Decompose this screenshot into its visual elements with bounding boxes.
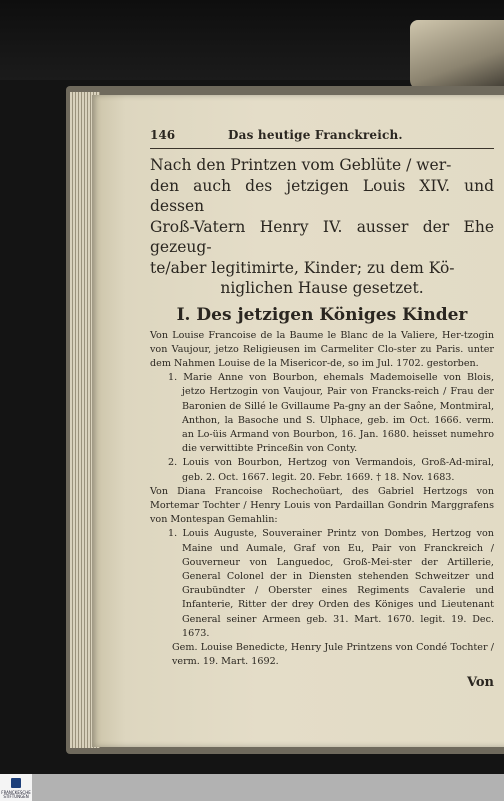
running-title: Das heutige Franckreich. [228,128,403,142]
logo-label: FRANCKESCHE STIFTUNGEN [1,790,31,799]
body-text [150,329,494,670]
page-content [150,128,494,690]
list-item: 2. Louis von Bourbon, Hertzog von Vermandois, Groß-Ad-miral, geb. 2. Oct. 1667. legit. 20. Febr. 1669. † 18. Nov. 1683. [168,457,494,483]
running-head [150,128,494,146]
section-heading: I. Des jetzigen Königes Kinder [176,304,468,325]
adjacent-book-object [410,20,504,90]
logo-icon [11,778,21,788]
intro-line: Nach den Printzen vom Geblüte / wer- [150,156,452,174]
bottom-band [0,774,504,801]
list-item: 1. Marie Anne von Bourbon, ehemals Mademoiselle von Blois, jetzo Hertzogin von Vaujour, Pair von Francks-reich / Frau der Baronien de Sillé le Gvillaume Pa-gny an der Saône, Montmiral, Anthon, la Basoche und S. Ulphace, geb. im Oct. 1666. verm. an Lo-üis Armand von Bourbon, 16. Jan. 1680. heisset numehro die verwittibte Princeßin von Conty. [168,372,494,455]
library-logo [0,774,32,801]
paragraph: Von Louise Francoise de la Baume le Blanc de la Valiere, Her-tzogin von Vaujour, jetzo Religieusen im Carmeliter Clo-ster zu Paris. unter dem Nahmen Louise de la Misericor-de, so im Jul. 1702. gestorben. [150,329,494,369]
paragraph: Von Diana Francoise Rochechoüart, des Gabriel Hertzogs von Mortemar Tochter / Henry Louis von Pardaillan Gondrin Marggrafens von Montespan Gemahlin: [150,485,494,526]
intro-line: Groß-Vatern Henry IV. ausser der Ehe gezeug- [150,217,494,256]
marriage-line: Gem. Louise Benedicte, Henry Jule Printzens von Condé Tochter / verm. 19. Mart. 1692. [172,641,494,668]
intro-line: niglichen Hause gesetzet. [220,279,424,297]
list-item: 1. Louis Auguste, Souverainer Printz von Dombes, Hertzog von Maine und Aumale, Graf von Eu, Pair von Franckreich / Gouverneur von Languedoc, Groß-Mei-ster der Artillerie, General Colonel der in Diensten stehenden Schweitzer und Graubündter / Oberster eines Regiments Cavalerie und Infanterie, Ritter der drey Orden des Königes und Lieutenant General seiner Armeen geb. 31. Mart. 1670. legit. 19. Dec. 1673. [168,528,494,639]
catchword: Von [466,675,494,691]
intro-line: te/aber legitimirte, Kinder; zu dem Kö- [150,258,455,277]
intro-text [150,155,494,299]
intro-line: den auch des jetzigen Louis XIV. und dessen [150,176,494,215]
header-rule [150,148,494,149]
page-number: 146 [150,128,176,142]
